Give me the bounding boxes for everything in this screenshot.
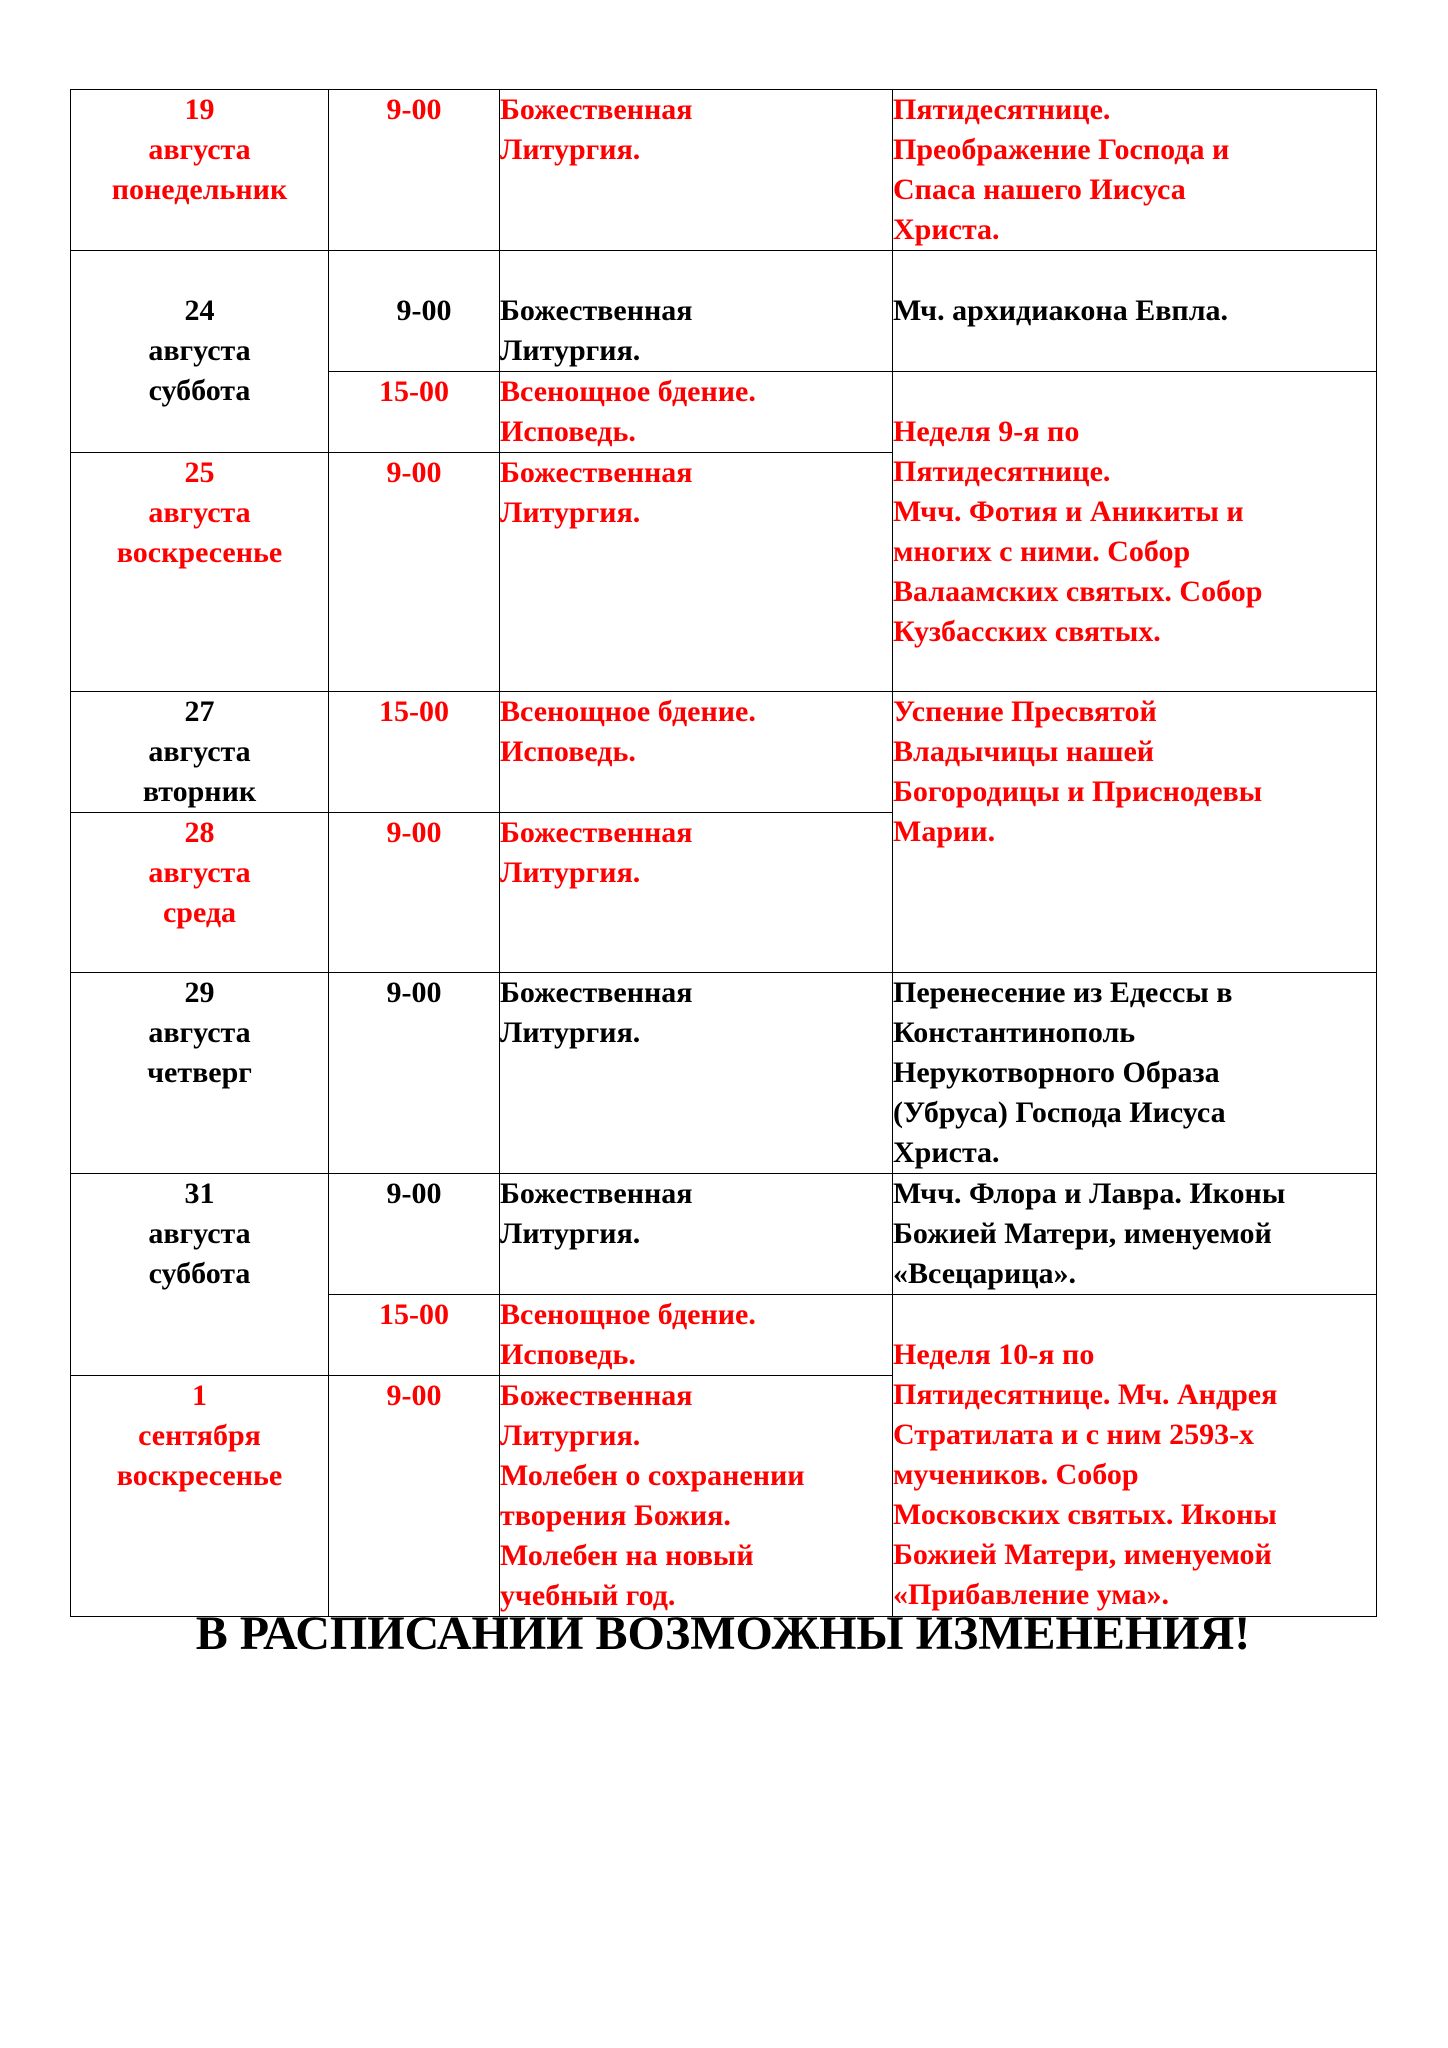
date-day: 25: [184, 456, 215, 489]
service-line: Литургия.: [500, 1016, 641, 1049]
service-line: Божественная: [500, 1379, 693, 1412]
date-month: августа: [148, 496, 251, 529]
date-weekday: понедельник: [111, 173, 288, 206]
feast-line: Пятидесятнице. Мч. Андрея: [893, 1378, 1278, 1411]
feast-cell: [893, 1174, 1377, 1295]
time-cell: [329, 813, 500, 973]
feast-cell: [893, 372, 1377, 692]
date-weekday: вторник: [142, 775, 257, 808]
time-cell: [329, 692, 500, 813]
date-day: 27: [184, 695, 215, 728]
time-cell: [329, 973, 500, 1174]
date-weekday: четверг: [147, 1056, 252, 1089]
feast-line: мучеников. Собор: [893, 1458, 1139, 1491]
feast-line: Нерукотворного Образа: [893, 1056, 1220, 1089]
feast-line: Владычицы нашей: [893, 735, 1155, 768]
service-time: 15-00: [379, 375, 449, 408]
feast-cell: [893, 1295, 1377, 1617]
service-cell: [500, 1174, 893, 1295]
date-cell: [71, 90, 329, 251]
feast-line: Марии.: [893, 815, 996, 848]
feast-cell: [893, 692, 1377, 973]
date-month: сентября: [138, 1419, 261, 1452]
table-row: [71, 90, 1377, 251]
service-time: 9-00: [386, 816, 442, 849]
service-cell: [500, 1376, 893, 1617]
table-row: [71, 251, 1377, 372]
service-line: Исповедь.: [500, 1338, 636, 1371]
feast-line: Перенесение из Едессы в: [893, 976, 1233, 1009]
date-cell: [71, 1376, 329, 1617]
date-day: 1: [192, 1379, 207, 1412]
service-line: Литургия.: [500, 496, 641, 529]
service-cell: [500, 453, 893, 692]
service-line: Литургия.: [500, 1419, 641, 1452]
date-weekday: воскресенье: [116, 536, 283, 569]
service-cell: [500, 372, 893, 453]
feast-cell: [893, 251, 1377, 372]
table-row: [71, 1174, 1377, 1295]
date-cell: [71, 813, 329, 973]
feast-line: Пятидесятнице.: [893, 93, 1111, 126]
feast-line: многих с ними. Собор: [893, 535, 1191, 568]
time-cell: [329, 453, 500, 692]
service-line: Божественная: [500, 93, 693, 126]
feast-line: Мч. архидиакона Евпла.: [893, 294, 1229, 327]
date-day: 19: [184, 93, 215, 126]
date-month: августа: [148, 1016, 251, 1049]
time-cell: [329, 1376, 500, 1617]
service-line: Всенощное бдение.: [500, 375, 756, 408]
feast-line: Мчч. Флора и Лавра. Иконы: [893, 1177, 1286, 1210]
date-weekday: среда: [162, 896, 237, 929]
service-line: Божественная: [500, 816, 693, 849]
date-day: 24: [184, 294, 215, 327]
feast-line: Константинополь: [893, 1016, 1136, 1049]
date-day: 29: [184, 976, 215, 1009]
service-line: Божественная: [500, 294, 693, 327]
feast-line: Преображение Господа и: [893, 133, 1230, 166]
date-month: августа: [148, 133, 251, 166]
feast-line: Христа.: [893, 213, 1000, 246]
date-cell: [71, 692, 329, 813]
service-line: Всенощное бдение.: [500, 695, 756, 728]
feast-line: (Убруса) Господа Иисуса: [893, 1096, 1226, 1129]
service-line: Исповедь.: [500, 735, 636, 768]
feast-line: Неделя 10-я по: [893, 1338, 1095, 1371]
service-line: Божественная: [500, 1177, 693, 1210]
feast-line: Успение Пресвятой: [893, 695, 1157, 728]
service-line: Литургия.: [500, 1217, 641, 1250]
schedule-table: [70, 89, 1377, 1617]
feast-line: Неделя 9-я по: [893, 415, 1080, 448]
service-cell: [500, 251, 893, 372]
service-line: Литургия.: [500, 856, 641, 889]
service-time: 9-00: [386, 1379, 442, 1412]
table-row: [71, 973, 1377, 1174]
service-line: Всенощное бдение.: [500, 1298, 756, 1331]
table-row: [71, 692, 1377, 813]
service-time: 9-00: [386, 456, 442, 489]
date-month: августа: [148, 1217, 251, 1250]
service-line: Молебен на новый: [500, 1539, 754, 1572]
feast-line: Пятидесятнице.: [893, 455, 1111, 488]
feast-line: Стратилата и с ним 2593-х: [893, 1418, 1255, 1451]
date-cell: [71, 453, 329, 692]
feast-line: Московских святых. Иконы: [893, 1498, 1277, 1531]
feast-line: Мчч. Фотия и Аникиты и: [893, 495, 1244, 528]
service-line: творения Божия.: [500, 1499, 731, 1532]
feast-cell: [893, 973, 1377, 1174]
service-line: Литургия.: [500, 334, 641, 367]
service-line: Молебен о сохранении: [500, 1459, 805, 1492]
feast-line: Богородицы и Приснодевы: [893, 775, 1263, 808]
date-day: 31: [184, 1177, 215, 1210]
feast-line: Спаса нашего Иисуса: [893, 173, 1186, 206]
feast-cell: [893, 90, 1377, 251]
date-weekday: суббота: [148, 1257, 251, 1290]
service-cell: [500, 1295, 893, 1376]
date-day: 28: [184, 816, 215, 849]
time-cell: [329, 90, 500, 251]
service-line: Исповедь.: [500, 415, 636, 448]
date-month: августа: [148, 735, 251, 768]
date-weekday: суббота: [148, 374, 251, 407]
service-time: 15-00: [379, 1298, 449, 1331]
feast-line: «Всецарица».: [893, 1257, 1077, 1290]
service-line: Литургия.: [500, 133, 641, 166]
feast-line: Кузбасских святых.: [893, 615, 1161, 648]
service-time: 9-00: [386, 1177, 442, 1210]
time-cell: [329, 251, 500, 372]
date-month: августа: [148, 334, 251, 367]
feast-line: «Прибавление ума».: [893, 1578, 1169, 1611]
service-cell: [500, 973, 893, 1174]
service-line: учебный год.: [500, 1579, 676, 1612]
service-cell: [500, 813, 893, 973]
schedule-change-notice: В РАСПИСАНИИ ВОЗМОЖНЫ ИЗМЕНЕНИЯ!: [195, 1607, 1251, 1660]
service-cell: [500, 90, 893, 251]
time-cell: [329, 1295, 500, 1376]
service-line: Божественная: [500, 456, 693, 489]
date-cell: [71, 1174, 329, 1376]
service-cell: [500, 692, 893, 813]
feast-line: Валаамских святых. Собор: [893, 575, 1263, 608]
service-time: 9-00: [386, 976, 442, 1009]
date-weekday: воскресенье: [116, 1459, 283, 1492]
feast-line: Христа.: [893, 1136, 1000, 1169]
date-month: августа: [148, 856, 251, 889]
feast-line: Божией Матери, именуемой: [893, 1538, 1272, 1571]
date-cell: [71, 973, 329, 1174]
service-line: Божественная: [500, 976, 693, 1009]
feast-line: Божией Матери, именуемой: [893, 1217, 1272, 1250]
service-time: 9-00: [386, 93, 442, 126]
time-cell: [329, 372, 500, 453]
date-cell: [71, 251, 329, 453]
service-time: 15-00: [379, 695, 449, 728]
time-cell: [329, 1174, 500, 1295]
service-time: 9-00: [396, 294, 452, 327]
